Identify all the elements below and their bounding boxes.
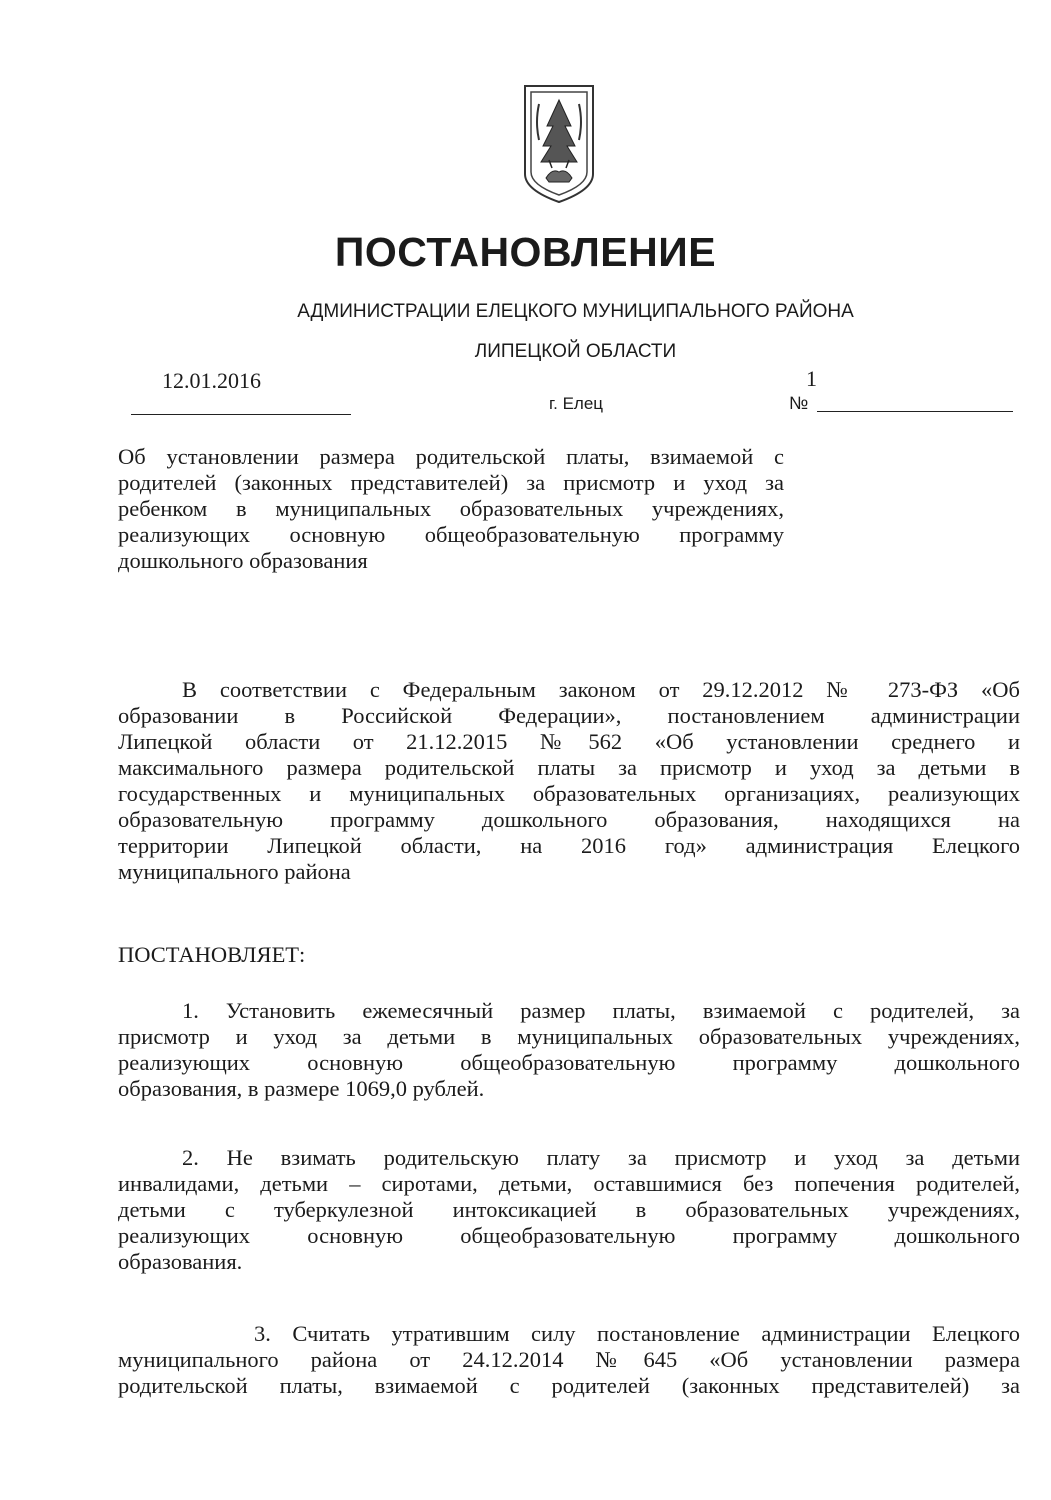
preamble-line: муниципального района	[118, 859, 351, 884]
resolves-heading: ПОСТАНОВЛЯЕТ:	[118, 942, 306, 967]
clause-3	[118, 1321, 1020, 1399]
date-underline	[131, 414, 351, 415]
preamble-line: территории Липецкой области, на 2016 год» администрация Елецкого	[118, 833, 1020, 858]
clause-line: детьми с туберкулезной интоксикацией в образовательных учреждениях,	[118, 1197, 1020, 1222]
preamble-paragraph	[118, 677, 1020, 885]
preamble-line: образовательную программу дошкольного образования, находящихся на	[118, 807, 1020, 832]
subject-line: ребенком в муниципальных образовательных учреждениях,	[118, 496, 784, 521]
clause-line: муниципального района от 24.12.2014 №645 «Об установлении размера	[118, 1347, 1020, 1372]
preamble-line: государственных и муниципальных образовательных организациях, реализующих	[118, 781, 1020, 806]
coat-of-arms-icon	[519, 82, 599, 206]
clause-line: инвалидами, детьми – сиротами, детьми, оставшимися без попечения родителей,	[118, 1171, 1020, 1196]
number-underline	[817, 411, 1013, 412]
preamble-line: В соответствии с Федеральным законом от 29.12.2012 № 273-ФЗ «Об	[182, 677, 1020, 702]
document-title: ПОСТАНОВЛЕНИЕ	[334, 229, 717, 275]
number-sign: №	[789, 393, 809, 413]
clause-line: присмотр и уход за детьми в муниципальных образовательных учреждениях,	[118, 1024, 1020, 1049]
clause-line: образования.	[118, 1249, 243, 1274]
clause-line: 2. Не взимать родительскую плату за присмотр и уход за детьми	[182, 1145, 1020, 1170]
subject-line: родителей (законных представителей) за присмотр и уход за	[118, 470, 784, 495]
clause-line: 1. Установить ежемесячный размер платы, взимаемой с родителей, за	[182, 998, 1020, 1023]
document-date: 12.01.2016	[162, 368, 261, 393]
subject-line: реализующих основную общеобразовательную программу	[118, 522, 784, 547]
preamble-line: Липецкой области от 21.12.2015 №562 «Об установлении среднего и	[118, 729, 1020, 754]
subject-block	[118, 444, 784, 574]
issuer-line-2: ЛИПЕЦКОЙ ОБЛАСТИ	[474, 341, 677, 362]
preamble-line: максимального размера родительской платы за присмотр и уход за детьми в	[118, 755, 1020, 780]
clause-line: 3. Считать утратившим силу постановление администрации Елецкого	[254, 1321, 1020, 1346]
clause-line: реализующих основную общеобразовательную программу дошкольного	[118, 1050, 1020, 1075]
subject-line: дошкольного образования	[118, 548, 368, 573]
clause-line: родительской платы, взимаемой с родителей (законных представителей) за	[118, 1373, 1020, 1398]
clause-line: реализующих основную общеобразовательную программу дошкольного	[118, 1223, 1020, 1248]
document-number: 1	[806, 366, 817, 391]
clause-line: образования, в размере 1069,0 рублей.	[118, 1076, 485, 1101]
issuer-line-1: АДМИНИСТРАЦИИ ЕЛЕЦКОГО МУНИЦИПАЛЬНОГО РАЙОНА	[297, 301, 854, 322]
subject-line: Об установлении размера родительской платы, взимаемой с	[118, 444, 784, 469]
document-city: г. Елец	[549, 394, 604, 413]
clause-2	[118, 1145, 1020, 1275]
clause-1	[118, 998, 1020, 1102]
preamble-line: образовании в Российской Федерации», постановлением администрации	[118, 703, 1020, 728]
